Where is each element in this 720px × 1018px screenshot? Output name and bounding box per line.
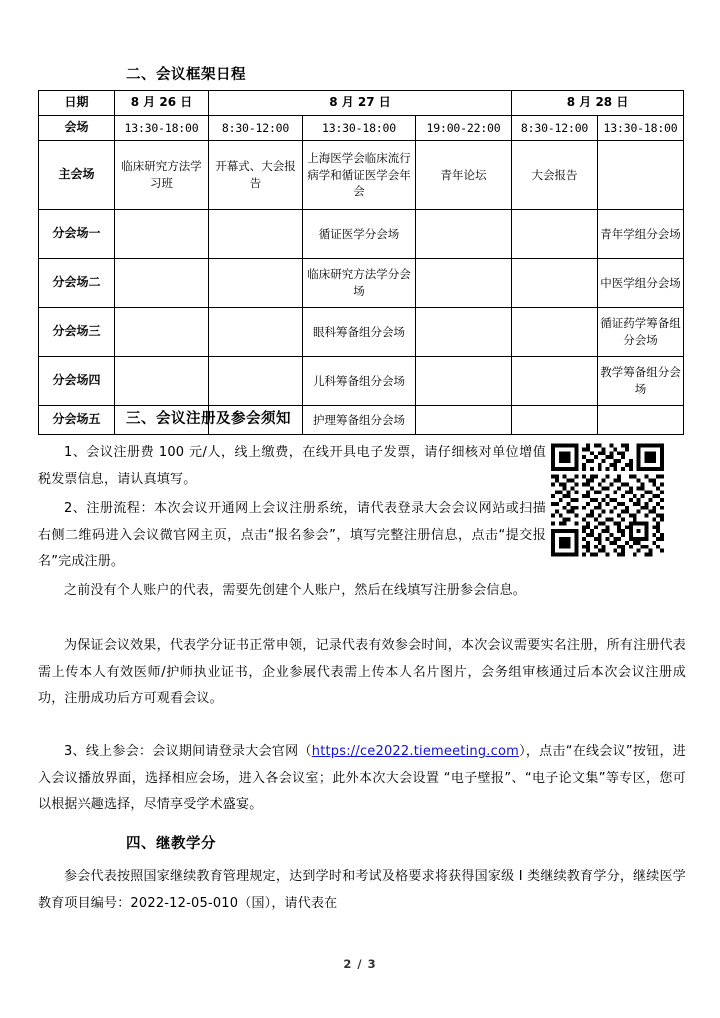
cell-sub2-4: [512, 259, 598, 308]
cell-sub4-1: [209, 357, 303, 406]
cell-main-5: [598, 141, 684, 210]
cell-sub1-3: [416, 210, 512, 259]
header-time-4: 8:30-12:00: [512, 116, 598, 141]
table-row: [39, 210, 684, 259]
cell-main-2: 上海医学会临床流行病学和循证医学会年会: [303, 141, 416, 210]
header-time-5: 13:30-18:00: [598, 116, 684, 141]
credits-paragraph: 参会代表按照国家继续教育管理规定，达到学时和考试及格要求将获得国家级 I 类继续教育学分，继续医学教育项目编号：2022-12-05-010（国），请代表在: [38, 869, 686, 911]
header-date-2: 8 月 28 日: [512, 91, 684, 116]
header-date-label: 日期: [39, 91, 115, 116]
cell-main-0: 临床研究方法学习班: [115, 141, 209, 210]
section-heading-credits: 四、继教学分: [126, 836, 216, 852]
header-time-2: 13:30-18:00: [303, 116, 416, 141]
cell-sub1-1: [209, 210, 303, 259]
registration-item-2-note: 之前没有个人账户的代表，需要先创建个人账户，然后在线填写注册参会信息。: [64, 583, 527, 598]
row-label-sub-5: 分会场五: [39, 406, 115, 435]
cell-sub4-2: 儿科筹备组分会场: [303, 357, 416, 406]
cell-sub2-0: [115, 259, 209, 308]
registration-item-2-detail: 为保证会议效果，代表学分证书正常申领，记录代表有效参会时间，本次会议需要实名注册，所有注册代表需上传本人有效医师/护师执业证书，企业参展代表需上传本人名片图片，会务组审核通过后本次会议注册成功，注册成功后方可观看会议。: [38, 638, 686, 706]
row-label-sub-1: 分会场一: [39, 210, 115, 259]
table-row: [39, 259, 684, 308]
section-heading-schedule: 二、会议框架日程: [126, 67, 246, 83]
cell-sub5-4: [512, 406, 598, 435]
registration-item-2: 2、注册流程：本次会议开通网上会议注册系统，请代表登录大会会议网站或扫描右侧二维码进入会议微官网主页，点击“报名参会”，填写完整注册信息，点击“提交报名”完成注册。: [38, 501, 546, 569]
registration-item-3: [38, 739, 686, 819]
cell-sub3-2: 眼科筹备组分会场: [303, 308, 416, 357]
cell-sub5-5: [598, 406, 684, 435]
cell-sub3-0: [115, 308, 209, 357]
cell-sub3-4: [512, 308, 598, 357]
cell-sub4-5: 教学筹备组分会场: [598, 357, 684, 406]
cell-sub2-3: [416, 259, 512, 308]
cell-main-1: 开幕式、大会报告: [209, 141, 303, 210]
row-label-sub-4: 分会场四: [39, 357, 115, 406]
cell-sub4-3: [416, 357, 512, 406]
cell-sub1-4: [512, 210, 598, 259]
header-time-3: 19:00-22:00: [416, 116, 512, 141]
cell-sub3-5: 循证药学筹备组分会场: [598, 308, 684, 357]
conference-schedule-table: [38, 90, 684, 435]
row-label-sub-2: 分会场二: [39, 259, 115, 308]
registration-item-3-suffix: ），点击“在线会议”按钮，进入会议播放界面，选择相应会场，进入各会议室；此外本次大会设置 “电子壁报”、“电子论文集”等专区，您可以根据兴趣选择，尽情享受学术盛宴。: [38, 744, 686, 812]
cell-sub2-1: [209, 259, 303, 308]
table-row-date: [39, 91, 684, 116]
conference-website-link[interactable]: https://ce2022.tiemeeting.com: [311, 744, 519, 759]
header-time-0: 13:30-18:00: [115, 116, 209, 141]
page-number-footer: 2 / 3: [343, 957, 377, 971]
registration-qr-code-icon: [551, 436, 664, 564]
cell-sub1-0: [115, 210, 209, 259]
header-venue-label: 会场: [39, 116, 115, 141]
schedule-table-container: [38, 90, 683, 435]
cell-sub4-4: [512, 357, 598, 406]
cell-sub3-1: [209, 308, 303, 357]
header-date-1: 8 月 27 日: [209, 91, 512, 116]
header-time-1: 8:30-12:00: [209, 116, 303, 141]
registration-item-1: 1、会议注册费 100 元/人，线上缴费，在线开具电子发票，请仔细核对单位增值税发票信息，请认真填写。: [38, 445, 546, 487]
table-row-venue-times: [39, 116, 684, 141]
row-label-sub-3: 分会场三: [39, 308, 115, 357]
cell-main-4: 大会报告: [512, 141, 598, 210]
cell-sub3-3: [416, 308, 512, 357]
cell-sub5-3: [416, 406, 512, 435]
cell-sub2-5: 中医学组分会场: [598, 259, 684, 308]
registration-item-3-prefix: 3、线上参会：会议期间请登录大会官网（: [64, 744, 312, 759]
cell-sub2-2: 临床研究方法学分会场: [303, 259, 416, 308]
cell-sub1-2: 循证医学分会场: [303, 210, 416, 259]
table-row: [39, 308, 684, 357]
row-label-main-venue: 主会场: [39, 141, 115, 210]
cell-sub4-0: [115, 357, 209, 406]
cell-sub1-5: 青年学组分会场: [598, 210, 684, 259]
header-date-0: 8 月 26 日: [115, 91, 209, 116]
table-row: [39, 357, 684, 406]
table-row: [39, 141, 684, 210]
cell-main-3: 青年论坛: [416, 141, 512, 210]
cell-sub5-2: 护理筹备组分会场: [303, 406, 416, 435]
section-heading-registration: 三、会议注册及参会须知: [126, 411, 291, 427]
